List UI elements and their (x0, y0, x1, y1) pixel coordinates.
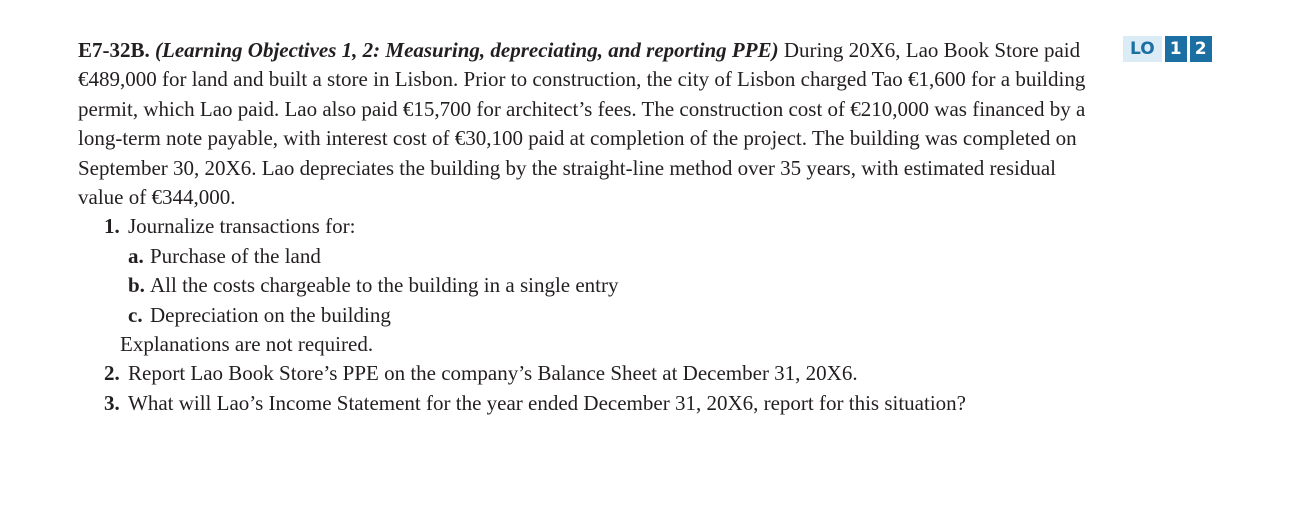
exercise-paragraph (78, 36, 1098, 212)
lo-number-2: 2 (1190, 36, 1212, 62)
sub-question-letter: a. (128, 243, 144, 268)
sub-question-text: All the costs chargeable to the building in a single entry (150, 273, 619, 298)
learning-objective-badge (1123, 36, 1212, 62)
exercise-objectives: (Learning Objectives 1, 2: Measuring, depreciating, and reporting PPE) (155, 38, 779, 62)
question-item-2 (78, 359, 1098, 388)
question-list (78, 212, 1098, 418)
exercise-id: E7-32B. (78, 38, 150, 62)
question-item-3 (78, 389, 1098, 418)
sub-question-list (78, 242, 1098, 330)
lo-label: LO (1123, 36, 1162, 62)
sub-question-c (128, 301, 1098, 330)
question-number: 2. (104, 361, 120, 386)
lo-number-1: 1 (1165, 36, 1187, 62)
question-item-1 (78, 212, 1098, 359)
question-text: What will Lao’s Income Statement for the year ended December 31, 20X6, report for this situation? (128, 390, 966, 415)
sub-question-letter: c. (128, 302, 143, 327)
exercise-block (78, 36, 1098, 418)
question-number: 3. (104, 390, 120, 415)
sub-question-a (128, 242, 1098, 271)
question-text: Journalize transactions for: (128, 214, 356, 239)
explanation-note: Explanations are not required. (120, 332, 374, 357)
question-number: 1. (104, 214, 120, 239)
sub-question-text: Depreciation on the building (150, 302, 391, 327)
sub-question-text: Purchase of the land (150, 243, 321, 268)
question-text: Report Lao Book Store’s PPE on the company’s Balance Sheet at December 31, 20X6. (128, 361, 858, 386)
exercise-body: During 20X6, Lao Book Store paid €489,000 for land and built a store in Lisbon. Prior to construction, the city of Lisbon charged Tao €1,600 for a building permit, which Lao paid. Lao also paid €15,700 for architect’s fees. The construction cost of €210,000 was financed by a long-term note payable, with interest cost of €30,100 paid at completion of the project. The building was completed on September 30, 20X6. Lao depreciates the building by the straight-line method over 35 years, with estimated residual value of €344,000. (78, 38, 1086, 210)
sub-question-letter: b. (128, 273, 145, 298)
sub-question-b (128, 271, 1098, 300)
